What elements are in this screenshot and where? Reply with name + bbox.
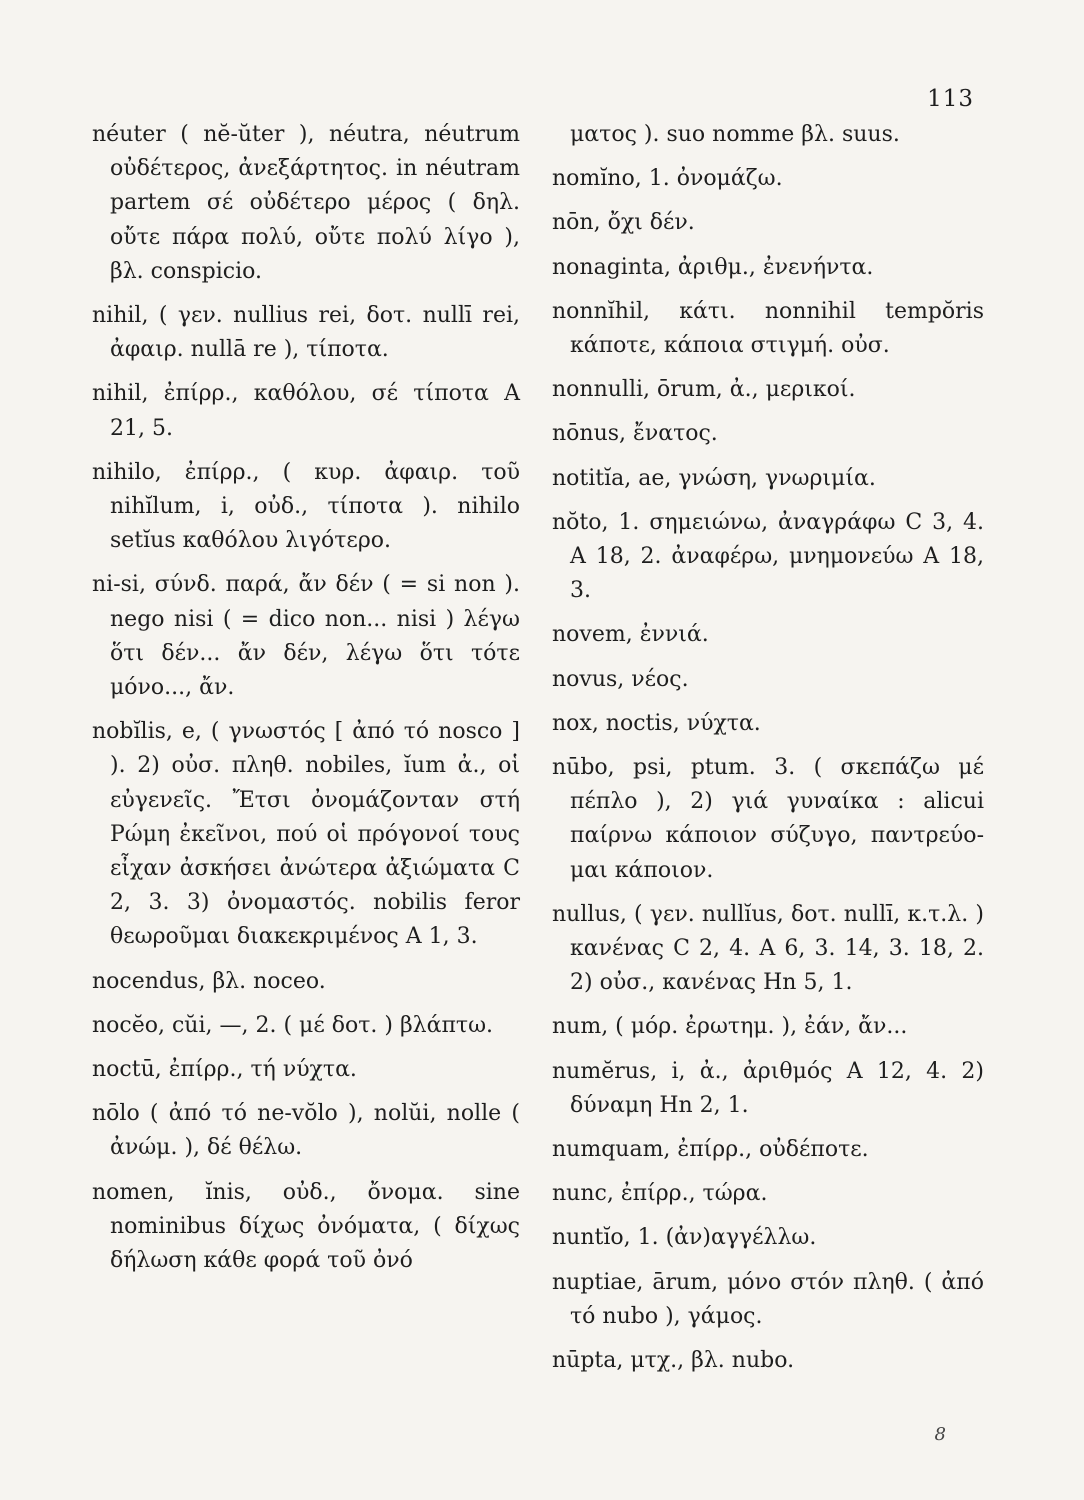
dictionary-entry: noctū, ἐπίρρ., τή νύχτα. bbox=[92, 1057, 357, 1083]
dictionary-entry: nuptiae, ārum, μόνο στόν πληθ. ( ἀπό τό nubo ), γάμος. bbox=[552, 1269, 984, 1329]
dictionary-entry: nihil, ἐπίρρ., καθόλου, σέ τίποτα A 21, 5. bbox=[92, 381, 520, 441]
dictionary-entry: nūpta, μτχ., βλ. nubo. bbox=[552, 1348, 795, 1374]
dictionary-entry: ni-si, σύνδ. παρά, ἄν δέν ( = si non ). nego nisi ( = dico non... nisi ) λέγω ὅτι δέν... ἄν δέν, λέγω ὅτι τότε μόνο..., ἄν. bbox=[92, 572, 520, 701]
dictionary-entry: nocĕo, cŭi, —, 2. ( μέ δοτ. ) βλάπτω. bbox=[92, 1012, 494, 1038]
dictionary-entry: nōnus, ἔνατος. bbox=[552, 421, 718, 447]
right-column bbox=[552, 118, 984, 1388]
dictionary-entry: nihilo, ἐπίρρ., ( κυρ. ἀφαιρ. τοῦ nihĭlum, i, οὐδ., τίποτα ). nihilo setĭus καθόλου λιγότερο. bbox=[92, 459, 520, 554]
dictionary-entry-continuation: ματος ). suo nomme βλ. suus. bbox=[570, 122, 900, 147]
dictionary-entry: nomen, ĭnis, οὐδ., ὄνομα. sine nominibus δίχως ὀνόματα, ( δίχως δήλωση κάθε φορά τοῦ ὀνό bbox=[92, 1179, 520, 1274]
dictionary-entry: nonaginta, ἀριθμ., ἐνενήντα. bbox=[552, 254, 874, 280]
dictionary-entry: nuntĭo, 1. (ἀν)αγγέλλω. bbox=[552, 1225, 817, 1251]
printer-signature-mark: 8 bbox=[934, 1424, 946, 1445]
dictionary-entry: nŏto, 1. σημειώνω, ἀναγράφω C 3, 4. A 18, 2. ἀναφέρω, μνημονεύω A 18, 3. bbox=[552, 509, 984, 604]
dictionary-entry: num, ( μόρ. ἐρωτημ. ), ἐάν, ἄν... bbox=[552, 1014, 908, 1040]
dictionary-entry: novus, νέος. bbox=[552, 666, 689, 692]
page-number: 113 bbox=[927, 86, 974, 112]
dictionary-entry: nunc, ἐπίρρ., τώρα. bbox=[552, 1181, 768, 1207]
dictionary-entry: nocendus, βλ. noceo. bbox=[92, 968, 326, 994]
dictionary-entry: nomĭno, 1. ὀνομάζω. bbox=[552, 166, 783, 192]
dictionary-entry: nōlo ( ἀπό τό ne-vŏlo ), nolŭi, nolle ( ἀνώμ. ), δέ θέλω. bbox=[92, 1101, 520, 1161]
dictionary-entry: nonnĭhil, κάτι. nonnihil tempŏris κάποτε, κάποια στιγμή. οὐσ. bbox=[552, 298, 984, 359]
dictionary-entry: numquam, ἐπίρρ., οὐδέποτε. bbox=[552, 1137, 869, 1163]
dictionary-entry: nonnulli, ōrum, ἀ., μερικοί. bbox=[552, 377, 856, 403]
dictionary-entry: nox, noctis, νύχτα. bbox=[552, 710, 761, 736]
left-column bbox=[92, 118, 520, 1288]
dictionary-entry: nullus, ( γεν. nullĭus, δοτ. nullī, κ.τ.λ. ) κανένας C 2, 4. A 6, 3. 14, 3. 18, 2. 2) οὐσ., κανένας Hn 5, 1. bbox=[552, 901, 984, 996]
dictionary-entry: nūbo, psi, ptum. 3. ( σκεπάζω μέ πέπλο ), 2) γιά γυναίκα : alicui παίρνω κάποιον σύζυγο, παντρεύομαι κάποιον. bbox=[552, 755, 984, 883]
dictionary-entry: novem, ἐννιά. bbox=[552, 622, 709, 648]
dictionary-entry: néuter ( nĕ-ŭter ), néutra, néutrum οὐδέτερος, ἀνεξάρτητος. in néutram partem σέ οὐδέτερο μέρος ( δηλ. οὔτε πάρα πολύ, οὔτε πολύ λίγο ), βλ. conspicio. bbox=[92, 122, 520, 284]
dictionary-entry: numĕrus, i, ἀ., ἀριθμός A 12, 4. 2) δύναμη Hn 2, 1. bbox=[552, 1058, 984, 1118]
dictionary-entry: nihil, ( γεν. nullius rei, δοτ. nullī rei, ἀφαιρ. nullā re ), τίποτα. bbox=[92, 303, 520, 363]
dictionary-entry: nobĭlis, e, ( γνωστός [ ἀπό τό nosco ] ). 2) οὐσ. πληθ. nobiles, ĭum ἀ., οἱ εὐγενεῖς. Ἔτσι ὀνομάζονταν στή Ρώμη ἐκεῖνοι, πού οἱ πρόγονοί τους εἶχαν ἀσκήσει ἀνώτερα ἀξιώματα C 2, 3. 3) ὀνομαστός. nobilis feror θεωροῦμαι διακεκριμένος A 1, 3. bbox=[92, 719, 520, 950]
dictionary-entry: notitĭa, ae, γνώση, γνωριμία. bbox=[552, 465, 876, 491]
dictionary-entry: nōn, ὄχι δέν. bbox=[552, 210, 695, 236]
